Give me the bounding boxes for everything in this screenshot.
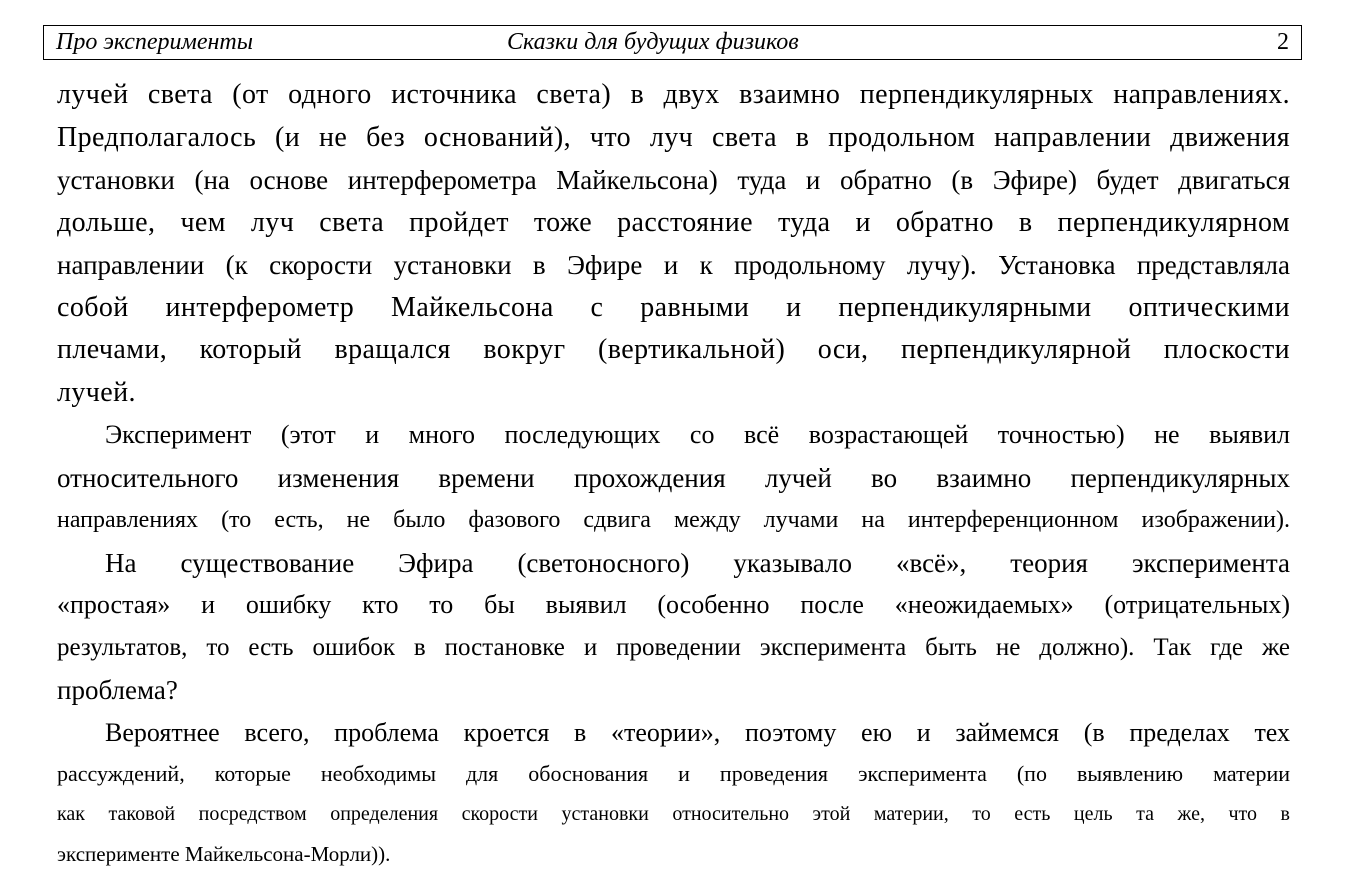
text-line: Вероятнее всего, проблема кроется в «теории», поэтому ею и займемся (в пределах тех — [105, 717, 1290, 747]
text-line: лучей. — [57, 376, 136, 408]
text-line: Эксперимент (этот и много последующих со всё возрастающей точностью) не выявил — [105, 420, 1290, 449]
paragraph-2 — [57, 414, 1290, 542]
paragraph-1 — [57, 74, 1290, 414]
text-line: результатов, то есть ошибок в постановке и проведении эксперимента быть не должно). Так где же — [57, 633, 1290, 661]
header-book-title: Сказки для будущих физиков — [507, 29, 799, 55]
text-line: направлении (к скорости установки в Эфире и к продольному лучу). Установка представляла — [57, 250, 1290, 280]
text-line: На существование Эфира (светоносного) указывало «всё», теория эксперимента — [105, 547, 1290, 578]
text-line: рассуждений, которые необходимы для обоснования и проведения эксперимента (по выявлению материи — [57, 761, 1290, 786]
text-line: плечами, который вращался вокруг (вертикальной) оси, перпендикулярной плоскости — [57, 334, 1290, 365]
text-line: собой интерферометр Майкельсона с равными и перпендикулярными оптическими — [57, 291, 1290, 323]
header-section-title: Про эксперименты — [56, 29, 253, 55]
document-body — [57, 74, 1290, 874]
paragraph-3 — [57, 542, 1290, 712]
text-line: направлениях (то есть, не было фазового сдвига между лучами на интерференционном изображении). — [57, 507, 1290, 533]
text-line: Предполагалось (и не без оснований), что луч света в продольном направлении движения — [57, 121, 1290, 153]
text-line: установки (на основе интерферометра Майкельсона) туда и обратно (в Эфире) будет двигаться — [57, 165, 1290, 195]
text-line: как таковой посредством определения скорости установки относительно этой материи, то есть цель та же, что в — [57, 803, 1290, 825]
text-line: лучей света (от одного источника света) в двух взаимно перпендикулярных направлениях. — [57, 79, 1290, 110]
paragraph-4 — [57, 712, 1290, 875]
text-line: проблема? — [57, 675, 178, 705]
text-line: дольше, чем луч света пройдет тоже расстояние туда и обратно в перпендикулярном — [57, 206, 1290, 238]
running-header — [43, 25, 1302, 60]
text-line: эксперименте Майкельсона-Морли)). — [57, 842, 391, 866]
text-line: относительного изменения времени прохождения лучей во взаимно перпендикулярных — [57, 462, 1290, 493]
text-line: «простая» и ошибку кто то бы выявил (особенно после «неожидаемых» (отрицательных) — [57, 590, 1290, 619]
page-number: 2 — [1277, 29, 1289, 55]
